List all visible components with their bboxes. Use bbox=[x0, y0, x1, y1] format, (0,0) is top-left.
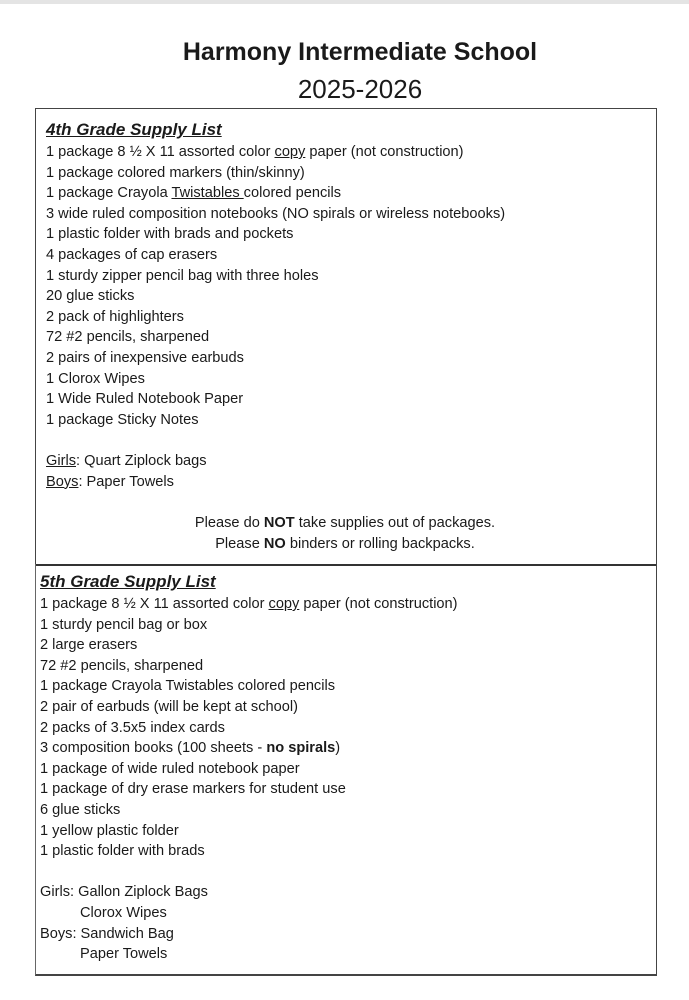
text-segment: NOT bbox=[263, 515, 295, 531]
grade4-section bbox=[46, 118, 505, 492]
list-item bbox=[40, 594, 458, 615]
list-item bbox=[35, 534, 655, 555]
text-segment: binders or rolling backpacks. bbox=[285, 535, 475, 552]
list-item bbox=[40, 718, 458, 739]
text-segment: copy bbox=[274, 144, 306, 160]
text-segment: 3 wide ruled composition notebooks (NO spirals or wireless notebooks) bbox=[46, 205, 506, 222]
list-item bbox=[40, 903, 458, 924]
list-item bbox=[40, 924, 458, 945]
text-segment: 1 plastic folder with brads and pockets bbox=[46, 226, 294, 243]
list-item bbox=[40, 821, 458, 842]
text-segment: : Paper Towels bbox=[78, 473, 174, 490]
list-item bbox=[40, 615, 458, 636]
text-segment: 1 package 8 ½ X 11 assorted color bbox=[46, 144, 275, 160]
grade5-heading: 5th Grade Supply List bbox=[40, 572, 216, 591]
text-segment: 2 packs of 3.5x5 index cards bbox=[40, 719, 225, 736]
scan-edge bbox=[0, 0, 689, 4]
text-segment: paper (not construction) bbox=[305, 144, 464, 160]
text-segment: : Quart Ziplock bags bbox=[76, 452, 207, 469]
text-segment: 1 package 8 ½ X 11 assorted color bbox=[40, 596, 269, 612]
text-segment: 2 pack of highlighters bbox=[46, 308, 184, 325]
text-segment: Boys: Sandwich Bag bbox=[40, 925, 174, 942]
list-item bbox=[46, 348, 505, 369]
text-segment: 1 plastic folder with brads bbox=[40, 843, 205, 860]
grade5-section bbox=[40, 570, 458, 965]
text-segment: 1 sturdy zipper pencil bag with three holes bbox=[46, 267, 319, 284]
text-segment: copy bbox=[268, 596, 300, 612]
text-segment: 1 package of wide ruled notebook paper bbox=[40, 760, 300, 777]
grade5-items bbox=[40, 594, 458, 862]
list-item bbox=[40, 738, 458, 759]
grade4-heading: 4th Grade Supply List bbox=[46, 120, 222, 139]
text-segment: 72 #2 pencils, sharpened bbox=[46, 329, 210, 346]
list-item bbox=[46, 451, 505, 472]
list-item bbox=[40, 635, 458, 656]
school-year: 2025-2026 bbox=[297, 74, 423, 104]
list-item bbox=[40, 676, 458, 697]
text-segment: no spirals bbox=[266, 740, 336, 757]
text-segment: Please bbox=[215, 535, 264, 552]
text-segment: 2 pairs of inexpensive earbuds bbox=[46, 349, 244, 366]
list-item bbox=[46, 163, 505, 184]
list-item bbox=[40, 882, 458, 903]
list-item bbox=[40, 697, 458, 718]
list-item bbox=[46, 472, 505, 493]
list-item bbox=[46, 245, 505, 266]
list-item bbox=[46, 183, 505, 204]
list-item bbox=[40, 800, 458, 821]
grade5-extras bbox=[40, 882, 458, 964]
list-item bbox=[46, 142, 505, 163]
text-segment: 4 packages of cap erasers bbox=[46, 246, 218, 263]
list-item bbox=[40, 779, 458, 800]
text-segment: 1 yellow plastic folder bbox=[40, 822, 179, 839]
text-segment: Paper Towels bbox=[80, 946, 168, 963]
text-segment: 1 package Sticky Notes bbox=[46, 411, 199, 428]
text-segment: Boys bbox=[46, 473, 79, 490]
list-item bbox=[46, 266, 505, 287]
text-segment: colored pencils bbox=[243, 185, 342, 202]
text-segment: NO bbox=[263, 535, 286, 552]
list-item bbox=[46, 410, 505, 431]
list-item bbox=[46, 327, 505, 348]
text-segment: paper (not construction) bbox=[299, 596, 458, 612]
school-name: Harmony Intermediate School bbox=[182, 38, 538, 66]
text-segment: 3 composition books (100 sheets - bbox=[40, 740, 267, 757]
text-segment: 20 glue sticks bbox=[46, 288, 135, 305]
text-segment: 2 large erasers bbox=[40, 637, 138, 654]
packaging-notes bbox=[35, 513, 655, 554]
text-segment: Twistables bbox=[171, 185, 244, 202]
text-segment: 1 package Crayola bbox=[46, 185, 172, 202]
text-segment: 1 package Crayola Twistables colored pencils bbox=[40, 678, 336, 695]
text-segment: Girls: Gallon Ziplock Bags bbox=[40, 884, 208, 901]
list-item bbox=[46, 389, 505, 410]
list-item bbox=[40, 841, 458, 862]
list-item bbox=[40, 944, 458, 965]
list-item bbox=[46, 224, 505, 245]
list-item bbox=[46, 307, 505, 328]
text-segment: 72 #2 pencils, sharpened bbox=[40, 657, 204, 674]
list-item bbox=[40, 759, 458, 780]
list-item bbox=[35, 513, 655, 534]
text-segment: 6 glue sticks bbox=[40, 801, 121, 818]
text-segment: Please do bbox=[194, 515, 264, 531]
text-segment: take supplies out of packages. bbox=[294, 515, 496, 531]
text-segment: ) bbox=[335, 740, 341, 757]
list-item bbox=[46, 286, 505, 307]
grade4-items bbox=[46, 142, 505, 430]
list-item bbox=[46, 204, 505, 225]
list-item bbox=[40, 656, 458, 677]
text-segment: Girls bbox=[46, 452, 76, 469]
text-segment: 2 pair of earbuds (will be kept at school) bbox=[40, 698, 298, 715]
text-segment: Clorox Wipes bbox=[80, 904, 167, 921]
text-segment: 1 sturdy pencil bag or box bbox=[40, 616, 208, 633]
text-segment: 1 package of dry erase markers for student use bbox=[40, 781, 346, 798]
grade4-extras bbox=[46, 451, 505, 492]
list-item bbox=[46, 369, 505, 390]
text-segment: 1 Clorox Wipes bbox=[46, 370, 145, 387]
text-segment: 1 package colored markers (thin/skinny) bbox=[46, 164, 305, 181]
text-segment: 1 Wide Ruled Notebook Paper bbox=[46, 391, 244, 408]
